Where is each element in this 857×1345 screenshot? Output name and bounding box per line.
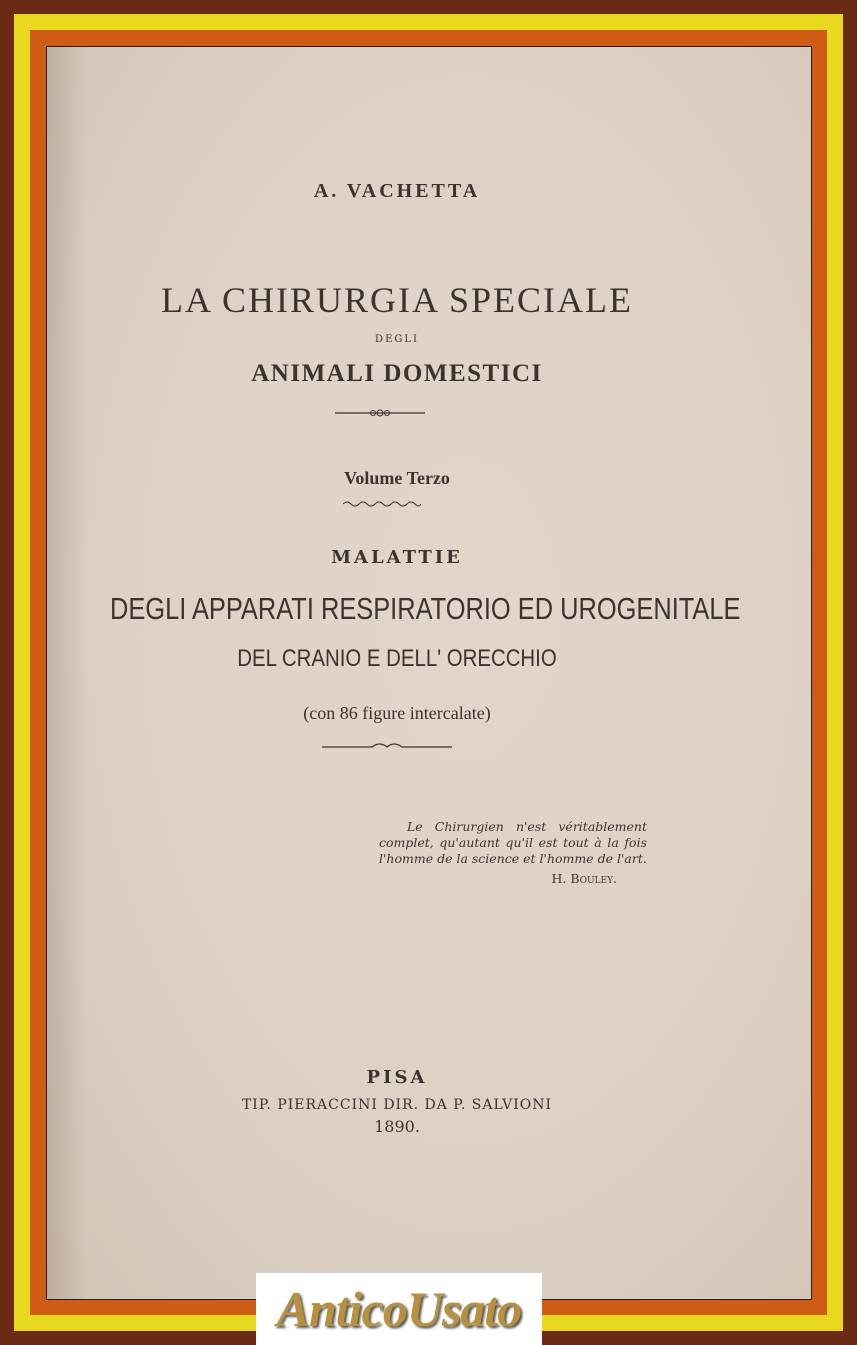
watermark-logo: [256, 1273, 542, 1345]
wavy-divider-icon: [343, 498, 421, 510]
author: A. VACHETTA: [313, 180, 481, 202]
scroll-ornament-icon: [322, 741, 452, 753]
imprint-year: 1890.: [374, 1117, 420, 1136]
book-page: [46, 46, 812, 1300]
subject-line-1: DEGLI APPARATI RESPIRATORIO ED UROGENITALE: [110, 591, 741, 626]
subject-heading: MALATTIE: [331, 547, 463, 568]
title-line-1: LA CHIRURGIA SPECIALE: [160, 280, 634, 320]
title-line-2: ANIMALI DOMESTICI: [251, 360, 543, 387]
epigraph: [379, 819, 647, 887]
logo-text: AnticoUsato: [276, 1281, 522, 1337]
epigraph-text: Le Chirurgien n'est véritablement complet, qu'autant qu'il est tout à la fois l'homme de la science et l'homme de l'art.: [379, 819, 647, 866]
figures-note: (con 86 figure intercalate): [303, 703, 491, 723]
volume-label: Volume Terzo: [344, 468, 450, 488]
imprint-printer: TIP. PIERACCINI DIR. DA P. SALVIONI: [241, 1097, 553, 1113]
imprint-city: PISA: [366, 1067, 428, 1088]
ornament-divider-icon: [335, 407, 425, 419]
subject-line-2: DEL CRANIO E DELL' ORECCHIO: [237, 645, 557, 672]
epigraph-attribution: H. Bouley.: [551, 871, 617, 886]
title-connector: DEGLI: [375, 334, 419, 345]
